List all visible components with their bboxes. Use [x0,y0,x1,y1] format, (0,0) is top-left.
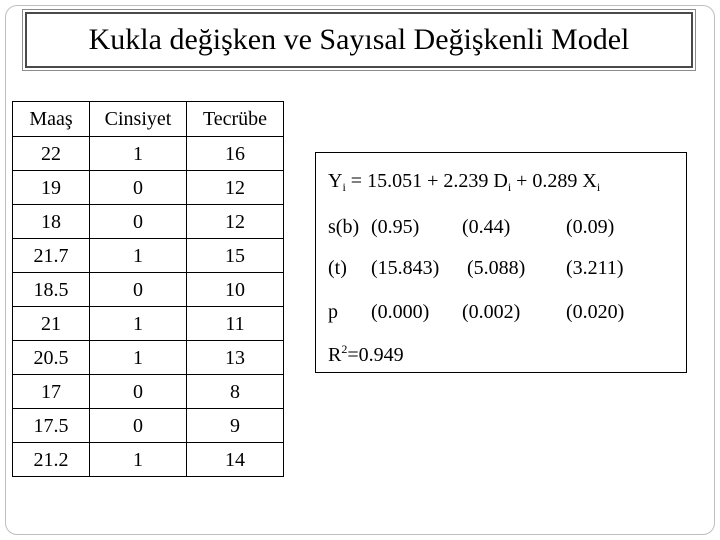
table-cell-cinsiyet: 1 [90,239,187,273]
table-row [13,375,284,409]
r-squared-value: =0.949 [347,344,404,366]
table-cell-maas: 17 [13,375,90,409]
slide-title [25,12,693,68]
header-cinsiyet: Cinsiyet [90,102,187,137]
p-value-constant: (0.000) [371,301,430,323]
table-row [13,137,284,171]
se-value-constant: (0.95) [371,216,420,238]
table-cell-tecrube: 14 [187,443,284,477]
regression-equation [328,170,600,193]
table-cell-tecrube: 11 [187,307,284,341]
equation-x: + 0.289 X [511,170,597,192]
t-value-x: (3.211) [566,257,624,279]
se-value-x: (0.09) [566,216,615,238]
p-label: p [328,301,338,323]
table-row [13,443,284,477]
table-header-row [13,102,284,137]
data-table [12,101,284,477]
table-cell-maas: 19 [13,171,90,205]
table-cell-cinsiyet: 0 [90,409,187,443]
table-cell-maas: 18.5 [13,273,90,307]
equation-y: Y [328,170,343,192]
table-cell-tecrube: 12 [187,171,284,205]
equation-x-subscript: i [596,180,601,194]
table-row [13,205,284,239]
header-maas: Maaş [13,102,90,137]
equation-const-d: = 15.051 + 2.239 D [345,170,508,192]
regression-results-box [315,152,687,373]
table-row [13,273,284,307]
se-value-d: (0.44) [462,216,511,238]
header-tecrube: Tecrübe [187,102,284,137]
table-body [13,137,284,477]
table-cell-cinsiyet: 0 [90,205,187,239]
t-label: (t) [328,257,347,279]
table-cell-cinsiyet: 0 [90,171,187,205]
table-cell-tecrube: 13 [187,341,284,375]
table-cell-maas: 21 [13,307,90,341]
table-cell-cinsiyet: 1 [90,443,187,477]
table-row [13,307,284,341]
t-value-constant: (15.843) [371,257,440,279]
table-cell-tecrube: 16 [187,137,284,171]
table-cell-tecrube: 15 [187,239,284,273]
se-label: s(b) [328,216,360,238]
table-row [13,341,284,375]
table-cell-tecrube: 9 [187,409,284,443]
table-cell-maas: 22 [13,137,90,171]
table-cell-cinsiyet: 0 [90,375,187,409]
p-value-x: (0.020) [566,301,625,323]
table-cell-cinsiyet: 0 [90,273,187,307]
r-squared [328,344,404,367]
table-cell-cinsiyet: 1 [90,307,187,341]
table-cell-maas: 17.5 [13,409,90,443]
r-squared-superscript: 2 [341,342,348,356]
table-row [13,239,284,273]
r-squared-label: R [328,344,342,366]
equation-y-subscript: i [342,180,346,194]
table-cell-maas: 18 [13,205,90,239]
table-cell-maas: 20.5 [13,341,90,375]
p-value-d: (0.002) [462,301,521,323]
table-row [13,171,284,205]
table-cell-tecrube: 12 [187,205,284,239]
table-cell-cinsiyet: 1 [90,137,187,171]
equation-d-subscript: i [507,180,512,194]
table-cell-tecrube: 10 [187,273,284,307]
t-value-d: (5.088) [467,257,526,279]
table-cell-tecrube: 8 [187,375,284,409]
table-cell-cinsiyet: 1 [90,341,187,375]
slide-title-text: Kukla değişken ve Sayısal Değişkenli Model [88,23,630,56]
table-cell-maas: 21.2 [13,443,90,477]
table-cell-maas: 21.7 [13,239,90,273]
table-row [13,409,284,443]
